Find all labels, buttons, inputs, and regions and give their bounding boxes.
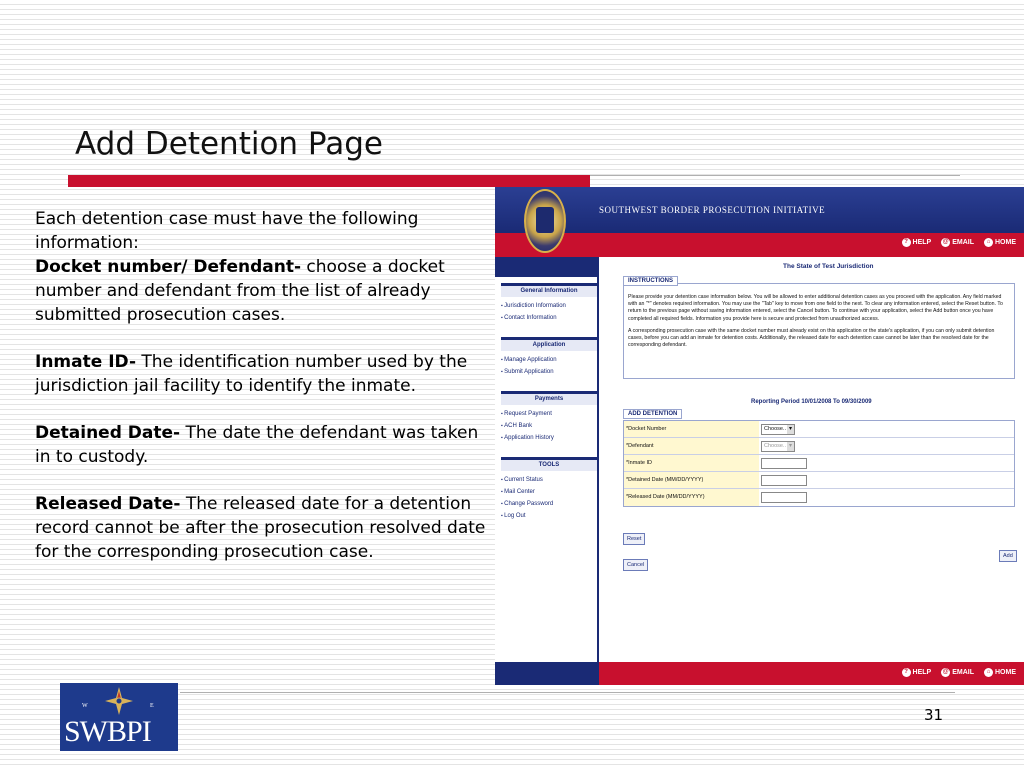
form-row-released — [624, 489, 1014, 506]
slide-number: 31 — [924, 706, 944, 724]
add-button[interactable]: Add — [999, 550, 1017, 562]
intro-text: Each detention case must have the following information: — [35, 209, 419, 253]
app-nav-bar — [495, 233, 1024, 257]
docket-select[interactable]: Choose.. ▾ — [761, 424, 795, 435]
released-label: *Released Date (MM/DD/YYYY) — [624, 489, 759, 506]
sidebar-section-general: General Information — [501, 283, 597, 297]
title-rule — [590, 175, 960, 176]
add-detention-label: ADD DETENTION — [623, 409, 682, 419]
form-row-detained — [624, 472, 1014, 489]
app-main — [601, 257, 1024, 662]
sidebar-item-ach-bank[interactable]: ▪ ACH Bank — [501, 423, 597, 429]
app-header-title: SOUTHWEST BORDER PROSECUTION INITIATIVE — [599, 205, 826, 215]
home-link[interactable]: ⌂ HOME — [984, 238, 1016, 247]
sidebar-item-mail-center[interactable]: ▪ Mail Center — [501, 489, 597, 495]
footer-left-strip — [495, 662, 599, 685]
sidebar-section-tools: TOOLS — [501, 457, 597, 471]
footer-home-link[interactable]: ⌂ HOME — [984, 668, 1016, 677]
app-header — [495, 187, 1024, 233]
term-released: Released Date- — [35, 494, 181, 514]
reporting-period: Reporting Period 10/01/2008 To 09/30/2009 — [751, 399, 872, 405]
sidebar-section-payments: Payments — [501, 391, 597, 405]
instructions-text-1: Please provide your detention case information below. You will be allowed to enter additional detention cases as you proceed with the application. Any field marked with an "*" denotes required information. You may use the "Tab" key to move from one field to the next. To clear any information entered, select the Reset button. To return to the previous page without saving information entered, select the Cancel button. To continue with your application, select the Add button once you have completed all required fields. Information you provide here is secure and protected from unauthorized access. — [628, 294, 1003, 322]
sidebar-item-contact[interactable]: ▪ Contact Information — [501, 315, 597, 321]
sidebar-item-request-payment[interactable]: ▪ Request Payment — [501, 411, 597, 417]
home-icon: ⌂ — [984, 238, 993, 247]
form-row-docket — [624, 421, 1014, 438]
desc-detained: The date the defendant was taken in to custody. — [35, 423, 479, 467]
swbpi-logo — [60, 683, 178, 751]
sidebar-item-manage-application[interactable]: ▪ Manage Application — [501, 357, 597, 363]
desc-inmate: The identification number used by the jurisdiction jail facility to identify the inmate. — [35, 352, 468, 396]
email-icon: @ — [942, 239, 949, 245]
app-screenshot — [495, 187, 1024, 685]
reset-button[interactable]: Reset — [623, 533, 645, 545]
sidebar-item-submit-application[interactable]: ▪ Submit Application — [501, 369, 597, 375]
doj-seal-icon — [524, 189, 566, 253]
term-detained: Detained Date- — [35, 423, 181, 443]
footer-rule — [180, 692, 955, 693]
detained-label: *Detained Date (MM/DD/YYYY) — [624, 472, 759, 488]
compass-icon — [105, 687, 133, 715]
instructions-label: INSTRUCTIONS — [623, 276, 678, 286]
sidebar-item-change-password[interactable]: ▪ Change Password — [501, 501, 597, 507]
footer-help-link[interactable]: ? HELP — [902, 668, 932, 677]
bullet-inmate — [35, 350, 497, 398]
instructions-text-2: A corresponding prosecution case with the same docket number must already exist on this application or the state's application, if you can only submit detention cases, before you can add an inmate for detention costs. Additionally, the released date for each detention case cannot be later than the resolved date for the corresponding defendant. — [628, 327, 995, 349]
help-icon: ? — [902, 668, 911, 677]
email-icon: @ — [942, 669, 949, 675]
inmate-label: *Inmate ID — [624, 455, 759, 471]
sidebar-item-jurisdiction[interactable]: ▪ Jurisdiction Information — [501, 303, 597, 309]
cancel-button[interactable]: Cancel — [623, 559, 648, 571]
sidebar-top-strip — [495, 257, 599, 277]
logo-text: SWBPI — [64, 715, 151, 748]
sidebar-item-application-history[interactable]: ▪ Application History — [501, 435, 597, 441]
sidebar-item-current-status[interactable]: ▪ Current Status — [501, 477, 597, 483]
logo-east-letter: E — [150, 703, 154, 709]
form-row-defendant — [624, 438, 1014, 455]
add-detention-form — [623, 420, 1015, 507]
term-docket: Docket number/ Defendant- — [35, 257, 302, 277]
inmate-id-input[interactable] — [761, 458, 807, 469]
bullet-released — [35, 492, 497, 564]
sidebar — [495, 277, 599, 662]
slide-body — [35, 207, 497, 587]
jurisdiction-title: The State of Test Jurisdiction — [783, 263, 874, 270]
help-link[interactable]: ? HELP — [902, 238, 932, 247]
defendant-select[interactable]: Choose.. ▾ — [761, 441, 795, 452]
title-underline — [68, 175, 590, 187]
help-icon: ? — [902, 238, 911, 247]
desc-released: The released date for a detention record cannot be after the prosecution resolved date for the corresponding prosecution case. — [35, 494, 486, 562]
bullet-detained — [35, 421, 497, 469]
form-row-inmate — [624, 455, 1014, 472]
email-link[interactable]: @ EMAIL — [942, 239, 974, 246]
logo-west-letter: W — [82, 703, 88, 709]
defendant-label: *Defendant — [624, 438, 759, 454]
sidebar-item-log-out[interactable]: ▪ Log Out — [501, 513, 597, 519]
released-date-input[interactable] — [761, 492, 807, 503]
bullet-docket — [35, 255, 497, 327]
sidebar-section-application: Application — [501, 337, 597, 351]
desc-docket: choose a docket number and defendant from the list of already submitted prosecution cases. — [35, 257, 445, 325]
term-inmate: Inmate ID- — [35, 352, 136, 372]
slide-title: Add Detention Page — [75, 126, 383, 162]
detained-date-input[interactable] — [761, 475, 807, 486]
footer-email-link[interactable]: @ EMAIL — [942, 669, 974, 676]
instructions-box — [623, 283, 1015, 379]
docket-label: *Docket Number — [624, 421, 759, 437]
home-icon: ⌂ — [984, 668, 993, 677]
